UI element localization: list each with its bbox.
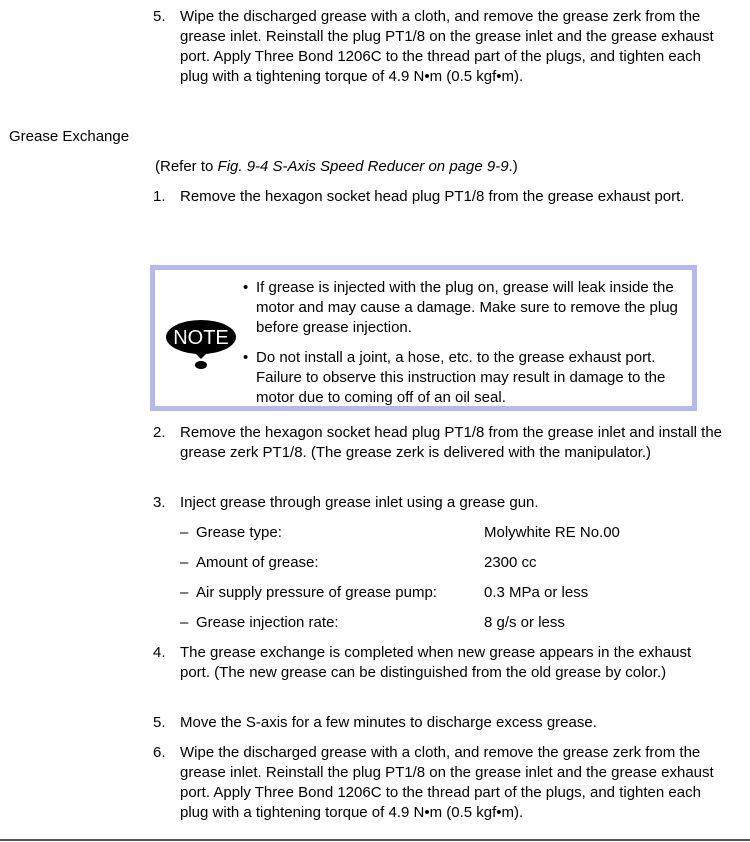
page-bottom-rule (0, 839, 750, 841)
bullet-dot: • (243, 279, 249, 296)
spec-value: 2300 cc (484, 554, 537, 571)
spec-label: Amount of grease: (196, 554, 319, 571)
spec-label: Air supply pressure of grease pump: (196, 584, 437, 601)
note-bullet-text: Do not install a joint, a hose, etc. to the grease exhaust port. Failure to observe this instruction may result in damage to the motor due to coming off of an oil seal. (256, 349, 666, 406)
step-5 (153, 713, 723, 733)
step-text: Inject grease through grease inlet using a grease gun. (180, 494, 539, 511)
note-box (150, 265, 697, 411)
step-number: 1. (153, 188, 166, 205)
step-number: 4. (153, 644, 166, 661)
step-4 (153, 643, 723, 683)
step-text: Remove the hexagon socket head plug PT1/8 from the grease inlet and install the grease zerk PT1/8. (The grease zerk is delivered with the manipulator.) (180, 424, 722, 461)
spec-dash: – (180, 554, 189, 571)
spec-value: 0.3 MPa or less (484, 584, 589, 601)
note-bullet (243, 348, 687, 408)
note-bullet-text: If grease is injected with the plug on, grease will leak inside the motor and may cause a damage. Make sure to remove the plug before grease injection. (256, 279, 678, 336)
bullet-dot: • (243, 349, 249, 366)
spec-dash: – (180, 614, 189, 631)
refer-suffix: .) (508, 158, 518, 175)
spec-dash: – (180, 524, 189, 541)
reference-line (155, 157, 518, 177)
spec-value: Molywhite RE No.00 (484, 524, 620, 541)
note-bullet (243, 278, 687, 338)
step-1 (153, 187, 723, 207)
step-6 (153, 743, 723, 823)
note-icon-label: NOTE (173, 327, 229, 349)
step-text: Wipe the discharged grease with a cloth, and remove the grease zerk from the grease inlet. Reinstall the plug PT1/8 on the grease inlet and the grease exhaust port. Apply Three Bond 1206C to the thread part of the plugs, and tighten each plug with a tightening torque of 4.9 N•m (0.5 kgf•m). (180, 8, 714, 85)
step-2 (153, 423, 723, 463)
step-text: The grease exchange is completed when new grease appears in the exhaust port. (The new grease can be distinguished from the old grease by color.) (180, 644, 692, 681)
step-text: Move the S-axis for a few minutes to discharge excess grease. (180, 714, 597, 731)
spec-label: Grease type: (196, 524, 282, 541)
step-text: Wipe the discharged grease with a cloth, and remove the grease zerk from the grease inlet. Reinstall the plug PT1/8 on the grease inlet and the grease exhaust port. Apply Three Bond 1206C to the thread part of the plugs, and tighten each plug with a tightening torque of 4.9 N•m (0.5 kgf•m). (180, 744, 714, 821)
note-icon (163, 315, 243, 371)
step-number: 5. (153, 8, 166, 25)
step-number: 6. (153, 744, 166, 761)
step-number: 5. (153, 714, 166, 731)
step-number: 3. (153, 494, 166, 511)
prev-step-5 (153, 7, 723, 87)
step-number: 2. (153, 424, 166, 441)
spec-dash: – (180, 584, 189, 601)
spec-value: 8 g/s or less (484, 614, 565, 631)
spec-label: Grease injection rate: (196, 614, 339, 631)
refer-prefix: (Refer to (155, 158, 218, 175)
figure-reference-link[interactable]: Fig. 9-4 S-Axis Speed Reducer on page 9-9 (217, 158, 509, 175)
section-title: Grease Exchange (9, 128, 130, 145)
step-3 (153, 493, 723, 513)
step-text: Remove the hexagon socket head plug PT1/8 from the grease exhaust port. (180, 188, 685, 205)
